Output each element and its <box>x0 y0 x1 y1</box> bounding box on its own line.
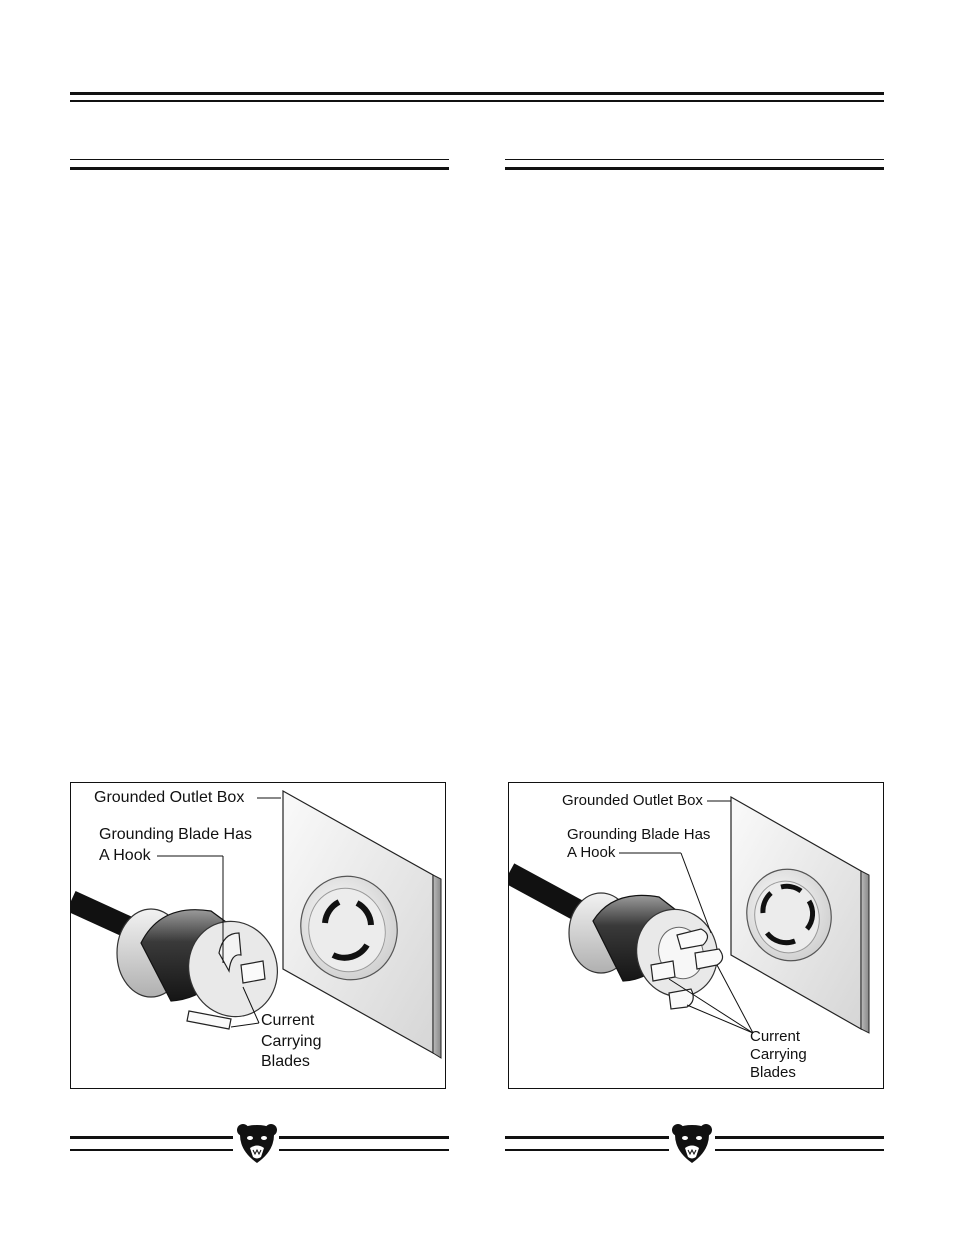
label-current-line1: Current <box>261 1012 315 1029</box>
label-grounded-outlet-box: Grounded Outlet Box <box>94 789 245 806</box>
label-current-line3: Blades <box>261 1053 310 1070</box>
label-grounding-blade-line2: A Hook <box>99 847 151 864</box>
footer-left-rule-thin-b <box>279 1149 449 1151</box>
label-current-line1: Current <box>750 1028 801 1045</box>
figure-left-locking-plug <box>70 782 446 1089</box>
left-column-rule-thick <box>70 167 449 170</box>
header-rule-thin <box>70 100 884 102</box>
right-column-rule-thick <box>505 167 884 170</box>
footer-left-rule-thin-a <box>70 1149 233 1151</box>
bear-head-icon <box>671 1121 713 1165</box>
figure-right-locking-plug <box>508 782 884 1089</box>
label-grounding-blade-line1: Grounding Blade Has <box>567 826 711 843</box>
label-grounding-blade-line1: Grounding Blade Has <box>99 826 252 843</box>
right-column-rule-thin <box>505 159 884 160</box>
label-grounded-outlet-box: Grounded Outlet Box <box>562 792 703 809</box>
footer-right-rule-thin-b <box>715 1149 884 1151</box>
bear-head-icon <box>236 1121 278 1165</box>
header-rule-thick <box>70 92 884 95</box>
label-current-line2: Carrying <box>750 1046 807 1063</box>
footer-right-rule-thick-b <box>715 1136 884 1139</box>
footer-right-rule-thick-a <box>505 1136 669 1139</box>
footer-left-rule-thick-a <box>70 1136 233 1139</box>
footer-right-rule-thin-a <box>505 1149 669 1151</box>
label-current-line2: Carrying <box>261 1033 322 1050</box>
label-grounding-blade-line2: A Hook <box>567 844 616 861</box>
label-current-line3: Blades <box>750 1064 796 1081</box>
footer-left-rule-thick-b <box>279 1136 449 1139</box>
left-column-rule-thin <box>70 159 449 160</box>
